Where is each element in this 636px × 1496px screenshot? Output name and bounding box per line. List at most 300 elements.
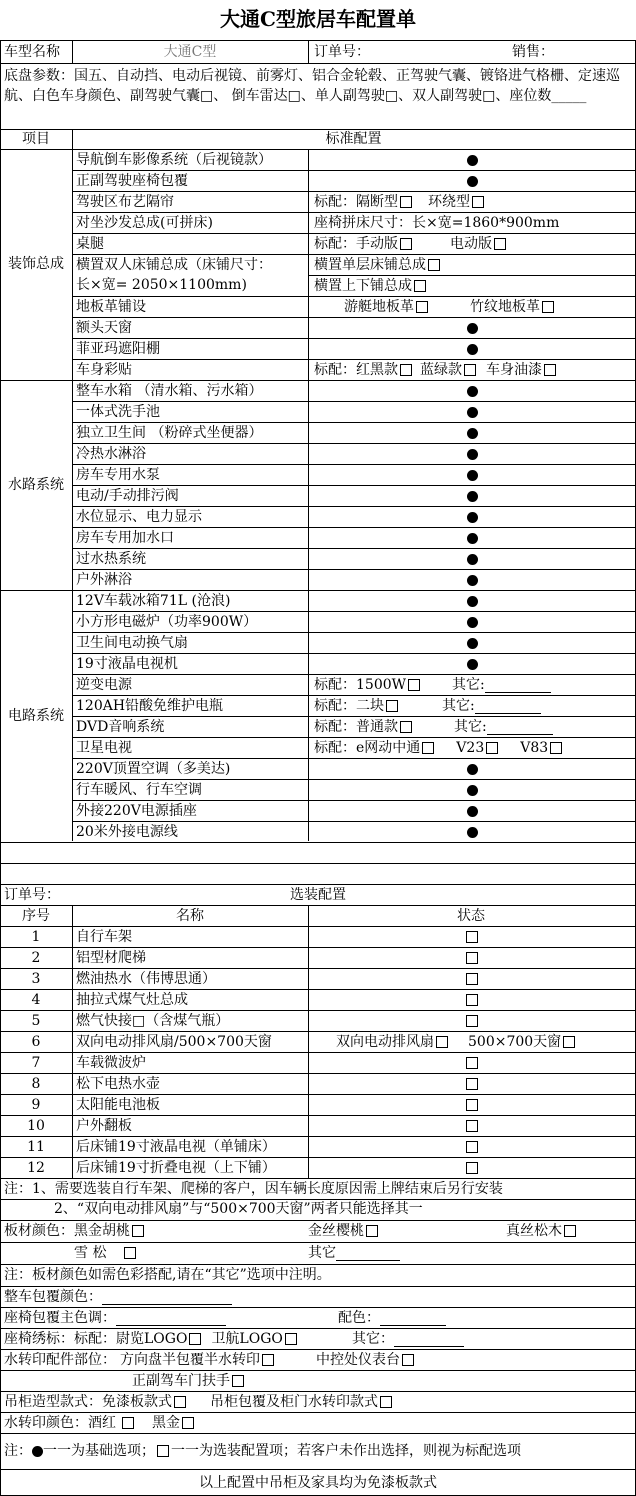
text: 水转印颜色： bbox=[4, 1415, 88, 1431]
checkbox[interactable] bbox=[466, 931, 478, 943]
opt-name bbox=[74, 969, 308, 989]
item-name: 逆变电源 bbox=[76, 677, 132, 693]
text: 铝型材爬梯 bbox=[76, 950, 146, 966]
column-divider bbox=[72, 905, 73, 1178]
item-name: 桌腿 bbox=[76, 236, 104, 252]
text: V23 bbox=[456, 740, 485, 756]
text: 选装配置 bbox=[290, 887, 346, 903]
opt-no bbox=[0, 1116, 72, 1136]
water-color bbox=[2, 1413, 632, 1433]
text: 5 bbox=[31, 1013, 41, 1029]
row-divider bbox=[0, 1433, 636, 1434]
std-dot bbox=[310, 633, 634, 653]
text: 横置上下铺总成 bbox=[314, 278, 412, 294]
checkbox[interactable] bbox=[416, 301, 428, 313]
opt-no bbox=[0, 1074, 72, 1094]
col-item bbox=[0, 129, 72, 150]
board-option-3 bbox=[504, 1221, 634, 1241]
opt-state bbox=[310, 1011, 634, 1031]
config-item-name bbox=[74, 717, 308, 737]
text: 6 bbox=[31, 1034, 41, 1050]
curtain-options bbox=[312, 192, 632, 212]
item-name: 12V车载冰箱71L (沧浪) bbox=[76, 593, 231, 609]
std-dot bbox=[310, 654, 634, 674]
checkbox[interactable] bbox=[466, 1099, 478, 1111]
config-item-name bbox=[74, 234, 308, 254]
seat-logo bbox=[2, 1329, 342, 1349]
std-dot bbox=[310, 402, 634, 422]
bullet-dot-icon bbox=[467, 386, 478, 397]
item-name: 冷热水淋浴 bbox=[76, 446, 146, 462]
text: 卫航LOGO bbox=[211, 1331, 283, 1347]
std-dot bbox=[310, 801, 634, 821]
opt-state bbox=[310, 1116, 634, 1136]
bed-size-note bbox=[312, 213, 632, 233]
std-dot bbox=[310, 822, 634, 842]
text: 状态 bbox=[457, 908, 485, 924]
item-name: 卫生间电动换气扇 bbox=[76, 635, 188, 651]
checkbox[interactable] bbox=[386, 700, 398, 712]
text: 1500W bbox=[356, 677, 407, 693]
text: 注：板材颜色如需色彩搭配,请在“其它”选项中注明。 bbox=[4, 1267, 331, 1283]
text: 方向盘半包覆半水转印 bbox=[120, 1352, 260, 1368]
page-title-text: 大通C型旅居车配置单 bbox=[220, 7, 416, 31]
bullet-dot-icon bbox=[467, 323, 478, 334]
std-dot bbox=[310, 780, 634, 800]
bullet-dot-icon bbox=[467, 512, 478, 523]
checkbox[interactable] bbox=[122, 1417, 134, 1429]
item-name: 地板革铺设 bbox=[76, 299, 146, 315]
text: V83 bbox=[520, 740, 549, 756]
checkbox[interactable] bbox=[464, 364, 476, 376]
item-name: 额头天窗 bbox=[76, 320, 132, 336]
checkbox[interactable] bbox=[494, 238, 506, 250]
row-divider bbox=[0, 63, 636, 64]
checkbox[interactable] bbox=[366, 1225, 378, 1237]
board-option-4 bbox=[72, 1243, 272, 1263]
model-label bbox=[2, 42, 72, 62]
opt-name bbox=[74, 1074, 308, 1094]
config-item-name bbox=[74, 150, 308, 170]
text: 座椅绣标： bbox=[4, 1331, 74, 1347]
checkbox[interactable] bbox=[564, 1225, 576, 1237]
blank-line[interactable] bbox=[394, 1332, 464, 1347]
bed-option-2 bbox=[312, 276, 632, 296]
bullet-dot-icon bbox=[467, 470, 478, 481]
item-name: 菲亚玛遮阳棚 bbox=[76, 341, 160, 357]
std-dot bbox=[310, 528, 634, 548]
checkbox[interactable] bbox=[262, 1354, 274, 1366]
checkbox[interactable] bbox=[466, 952, 478, 964]
text: 其它: bbox=[454, 719, 487, 735]
text: 车型名称 bbox=[4, 44, 60, 60]
config-item-name bbox=[74, 213, 308, 233]
checkbox[interactable] bbox=[414, 280, 426, 292]
bullet-dot-icon bbox=[467, 596, 478, 607]
item-name: 19寸液晶电视机 bbox=[76, 656, 178, 672]
col-no bbox=[0, 906, 72, 926]
blank-line[interactable] bbox=[485, 678, 551, 693]
text: 双向电动排风扇/500×700天窗 bbox=[76, 1034, 272, 1050]
text: 普通款 bbox=[356, 719, 398, 735]
text: 标配： bbox=[314, 677, 356, 693]
checkbox[interactable] bbox=[550, 742, 562, 754]
opt-name bbox=[74, 1011, 308, 1031]
text: 大通C型 bbox=[163, 44, 217, 60]
note-1 bbox=[2, 1179, 632, 1199]
col-config bbox=[72, 129, 635, 150]
bullet-dot-icon bbox=[467, 638, 478, 649]
row-divider bbox=[72, 842, 636, 843]
text: 12 bbox=[27, 1160, 45, 1176]
text: 1 bbox=[31, 929, 41, 945]
item-name: 导航倒车影像系统（后视镜款） bbox=[76, 152, 272, 168]
config-item-name bbox=[74, 633, 308, 653]
std-dot bbox=[310, 444, 634, 464]
checkbox[interactable] bbox=[466, 1078, 478, 1090]
text: 标配： bbox=[314, 194, 356, 210]
chassis-params bbox=[2, 66, 632, 128]
std-dot bbox=[310, 381, 634, 401]
std-dot bbox=[310, 612, 634, 632]
checkbox[interactable] bbox=[174, 1396, 186, 1408]
bullet-dot-icon bbox=[467, 176, 478, 187]
text: 其它: bbox=[442, 698, 475, 714]
row-divider bbox=[0, 863, 636, 864]
text: 燃油热水（伟博思通） bbox=[76, 971, 216, 987]
opt-state bbox=[310, 969, 634, 989]
std-dot bbox=[310, 486, 634, 506]
std-dot bbox=[310, 150, 634, 170]
text: 3 bbox=[31, 971, 41, 987]
opt-no bbox=[0, 1095, 72, 1115]
seat-logo-other bbox=[350, 1329, 550, 1349]
item-name: 小方形电磁炉（功率900W） bbox=[76, 614, 258, 630]
text: 2 bbox=[31, 950, 41, 966]
text: 横置单层床铺总成 bbox=[314, 257, 426, 273]
item-name: 横置双人床铺总成（床铺尺寸： bbox=[76, 257, 272, 273]
footer-note bbox=[0, 1473, 636, 1493]
item-name: 水位显示、电力显示 bbox=[76, 509, 202, 525]
text: 隔断型 bbox=[356, 194, 398, 210]
checkbox[interactable] bbox=[466, 1057, 478, 1069]
std-dot bbox=[310, 507, 634, 527]
blank-line[interactable] bbox=[487, 720, 553, 735]
opt-name bbox=[74, 1137, 308, 1157]
bullet-dot-icon bbox=[467, 785, 478, 796]
checkbox[interactable] bbox=[400, 238, 412, 250]
text: 项目 bbox=[22, 131, 50, 147]
text: 其它 bbox=[308, 1245, 336, 1261]
checkbox[interactable] bbox=[157, 1445, 169, 1457]
checkbox[interactable] bbox=[472, 196, 484, 208]
item-name: 卫星电视 bbox=[76, 740, 132, 756]
item-name: 一体式洗手池 bbox=[76, 404, 160, 420]
std-dot bbox=[310, 339, 634, 359]
text: 游艇地板革 bbox=[344, 299, 414, 315]
table-leg-options bbox=[312, 234, 632, 254]
checkbox[interactable] bbox=[408, 679, 420, 691]
checkbox[interactable] bbox=[466, 994, 478, 1006]
item-name: 户外淋浴 bbox=[76, 572, 132, 588]
bullet-dot-icon bbox=[32, 1446, 43, 1457]
config-item-name bbox=[74, 465, 308, 485]
bullet-dot-icon bbox=[467, 155, 478, 166]
blank-line[interactable] bbox=[102, 1290, 232, 1305]
floor-options bbox=[312, 297, 632, 317]
text: 双向电动排风扇 bbox=[336, 1034, 434, 1050]
text: 订单号： bbox=[4, 887, 60, 903]
opt-name bbox=[74, 1053, 308, 1073]
config-item-name bbox=[74, 780, 308, 800]
water-parts-2 bbox=[130, 1371, 430, 1391]
row-divider bbox=[0, 40, 636, 41]
config-item-name bbox=[74, 360, 308, 380]
note-2 bbox=[52, 1199, 632, 1219]
row-divider bbox=[0, 590, 72, 591]
item-name-line2: 长×宽= 2050×1100mm) bbox=[76, 277, 247, 293]
text: 500×700天窗 bbox=[468, 1034, 562, 1050]
checkbox[interactable] bbox=[232, 1375, 244, 1387]
text: 燃气快接□（含煤气瓶） bbox=[76, 1013, 230, 1029]
text: 名称 bbox=[176, 908, 204, 924]
opt-state bbox=[310, 948, 634, 968]
decal-options bbox=[312, 360, 634, 380]
config-item-name bbox=[74, 612, 308, 632]
group-decor bbox=[0, 254, 72, 276]
opt-name bbox=[74, 1095, 308, 1115]
text: 注：1、需要选装自行车架、爬梯的客户，因车辆长度原因需上牌结束后另行安装 bbox=[4, 1181, 503, 1197]
note-3 bbox=[2, 1265, 632, 1285]
opt-state bbox=[310, 927, 634, 947]
text: 电路系统 bbox=[8, 708, 64, 724]
text: 一一为选装配置项；若客户未作出选择，则视为标配选项 bbox=[171, 1443, 521, 1459]
legend-note bbox=[2, 1441, 632, 1463]
opt-no bbox=[0, 1053, 72, 1073]
config-item-name bbox=[74, 591, 308, 611]
std-option-other bbox=[312, 675, 632, 695]
item-name: 驾驶区布艺隔帘 bbox=[76, 194, 174, 210]
config-item-name bbox=[74, 822, 308, 842]
std-dot bbox=[310, 465, 634, 485]
config-item-name bbox=[74, 570, 308, 590]
checkbox[interactable] bbox=[285, 1333, 297, 1345]
text: 金丝樱桃 bbox=[308, 1223, 364, 1239]
text: 座椅拼床尺寸：长×宽=1860*900mm bbox=[314, 215, 560, 231]
group-electric bbox=[0, 706, 72, 728]
bullet-dot-icon bbox=[467, 827, 478, 838]
config-item-name bbox=[74, 171, 308, 191]
board-other bbox=[306, 1243, 506, 1263]
text: 座椅包覆主色调： bbox=[4, 1310, 116, 1326]
opt-state bbox=[310, 1074, 634, 1094]
text: 自行车架 bbox=[76, 929, 132, 945]
opt-no bbox=[0, 948, 72, 968]
config-item-name bbox=[74, 255, 308, 296]
text: 红黑款 bbox=[356, 362, 398, 378]
item-name: 120AH铅酸免维护电瓶 bbox=[76, 698, 224, 714]
text: 标配： bbox=[314, 719, 356, 735]
item-name: 正副驾驶座椅包覆 bbox=[76, 173, 188, 189]
text: 订单号： bbox=[314, 44, 370, 60]
opt-no bbox=[0, 990, 72, 1010]
checkbox[interactable] bbox=[422, 742, 434, 754]
bullet-dot-icon bbox=[467, 764, 478, 775]
blank-line[interactable] bbox=[475, 699, 541, 714]
text: 黑金 bbox=[152, 1415, 180, 1431]
bullet-dot-icon bbox=[467, 428, 478, 439]
opt-name bbox=[74, 927, 308, 947]
text: 后床铺19寸折叠电视（上下铺） bbox=[76, 1160, 276, 1176]
board-row-1 bbox=[2, 1221, 302, 1241]
opt-name bbox=[74, 1032, 308, 1052]
text: e网动中通 bbox=[356, 740, 421, 756]
checkbox[interactable] bbox=[124, 1247, 136, 1259]
config-item-name bbox=[74, 402, 308, 422]
text: 太阳能电池板 bbox=[76, 1097, 160, 1113]
config-item-name bbox=[74, 297, 308, 317]
item-name: 行车暖风、行车空调 bbox=[76, 782, 202, 798]
bullet-dot-icon bbox=[467, 344, 478, 355]
text: 后床铺19寸液晶电视（单铺床） bbox=[76, 1139, 276, 1155]
item-name: 220V顶置空调（多美达) bbox=[76, 761, 231, 777]
checkbox[interactable] bbox=[402, 1354, 414, 1366]
config-item-name bbox=[74, 192, 308, 212]
config-item-name bbox=[74, 381, 308, 401]
text: 配色： bbox=[338, 1310, 380, 1326]
blank-line[interactable] bbox=[336, 1246, 400, 1261]
std-dot bbox=[310, 570, 634, 590]
wrap-color bbox=[2, 1287, 332, 1307]
text: 中控处仪表台 bbox=[316, 1352, 400, 1368]
checkbox[interactable] bbox=[182, 1417, 194, 1429]
opt-no bbox=[0, 927, 72, 947]
checkbox[interactable] bbox=[132, 1225, 144, 1237]
item-name: 外接220V电源插座 bbox=[76, 803, 197, 819]
std-dot bbox=[310, 759, 634, 779]
text: 雪 松 bbox=[74, 1245, 107, 1261]
text: 黑金胡桃 bbox=[74, 1223, 130, 1239]
opt-title bbox=[0, 885, 636, 905]
opt-state bbox=[310, 1095, 634, 1115]
opt-state bbox=[310, 1137, 634, 1157]
std-dot bbox=[310, 318, 634, 338]
text: 10 bbox=[27, 1118, 45, 1134]
item-name: 过水热系统 bbox=[76, 551, 146, 567]
std-dot bbox=[310, 423, 634, 443]
text: 酒红 bbox=[88, 1415, 116, 1431]
std-option-other bbox=[312, 717, 632, 737]
bullet-dot-icon bbox=[467, 407, 478, 418]
opt-state bbox=[310, 1032, 634, 1052]
text: 4 bbox=[31, 992, 41, 1008]
text: 二块 bbox=[356, 698, 384, 714]
checkbox[interactable] bbox=[189, 1333, 201, 1345]
text: 标配： bbox=[314, 236, 356, 252]
text: 8 bbox=[31, 1076, 41, 1092]
std-dot bbox=[310, 171, 634, 191]
text: 水路系统 bbox=[8, 477, 64, 493]
config-item-name bbox=[74, 318, 308, 338]
blank-line[interactable] bbox=[380, 1311, 446, 1326]
checkbox[interactable] bbox=[544, 364, 556, 376]
seat-main-color bbox=[2, 1308, 322, 1328]
text: 免漆板款式 bbox=[102, 1394, 172, 1410]
col-name bbox=[72, 906, 308, 926]
opt-name bbox=[74, 990, 308, 1010]
config-item-name bbox=[74, 444, 308, 464]
text: 竹纹地板革 bbox=[470, 299, 540, 315]
checkbox[interactable] bbox=[466, 1120, 478, 1132]
text: 注： bbox=[4, 1443, 32, 1459]
config-item-name bbox=[74, 738, 308, 758]
text: 11 bbox=[27, 1139, 45, 1155]
opt-name bbox=[74, 948, 308, 968]
config-item-name bbox=[74, 507, 308, 527]
checkbox[interactable] bbox=[466, 1015, 478, 1027]
config-item-name bbox=[74, 339, 308, 359]
checkbox[interactable] bbox=[400, 721, 412, 733]
bullet-dot-icon bbox=[467, 554, 478, 565]
bullet-dot-icon bbox=[467, 491, 478, 502]
opt-no bbox=[0, 1158, 72, 1178]
text: 抽拉式煤气灶总成 bbox=[76, 992, 188, 1008]
text: 7 bbox=[31, 1055, 41, 1071]
text: 车身油漆 bbox=[486, 362, 542, 378]
checkbox[interactable] bbox=[428, 259, 440, 271]
text: 户外翻板 bbox=[76, 1118, 132, 1134]
bullet-dot-icon bbox=[467, 449, 478, 460]
text: 板材颜色： bbox=[4, 1223, 74, 1239]
item-name: 电动/手动排污阀 bbox=[76, 488, 179, 504]
bullet-dot-icon bbox=[467, 575, 478, 586]
satellite-options bbox=[312, 738, 634, 758]
opt-no bbox=[0, 1137, 72, 1157]
opt-no bbox=[0, 1032, 72, 1052]
config-item-name bbox=[74, 675, 308, 695]
config-item-name bbox=[74, 549, 308, 569]
opt-no bbox=[0, 969, 72, 989]
checkbox[interactable] bbox=[466, 1141, 478, 1153]
checkbox[interactable] bbox=[400, 364, 412, 376]
checkbox[interactable] bbox=[466, 1162, 478, 1174]
checkbox[interactable] bbox=[436, 1036, 448, 1048]
text: 其它: bbox=[452, 677, 485, 693]
checkbox[interactable] bbox=[486, 742, 498, 754]
item-name: 车身彩贴 bbox=[76, 362, 132, 378]
checkbox[interactable] bbox=[380, 1396, 392, 1408]
checkbox[interactable] bbox=[466, 973, 478, 985]
page-title bbox=[0, 4, 636, 38]
text: 正副驾车门扶手 bbox=[132, 1373, 230, 1389]
checkbox[interactable] bbox=[563, 1036, 575, 1048]
text: 2、“双向电动排风扇”与“500×700天窗”两者只能选择其一 bbox=[54, 1201, 423, 1217]
checkbox[interactable] bbox=[400, 196, 412, 208]
checkbox[interactable] bbox=[542, 301, 554, 313]
opt-state bbox=[310, 990, 634, 1010]
text: 真丝松木 bbox=[506, 1223, 562, 1239]
water-parts bbox=[2, 1350, 632, 1370]
blank-line[interactable] bbox=[116, 1311, 226, 1326]
text: 吊柜造型款式： bbox=[4, 1394, 102, 1410]
column-divider bbox=[308, 40, 309, 63]
bed-option-1 bbox=[312, 255, 632, 275]
item-name: 独立卫生间 （粉碎式坐便器） bbox=[76, 425, 263, 441]
config-item-name bbox=[74, 654, 308, 674]
text: 9 bbox=[31, 1097, 41, 1113]
model-value bbox=[72, 42, 308, 62]
config-item-name bbox=[74, 486, 308, 506]
